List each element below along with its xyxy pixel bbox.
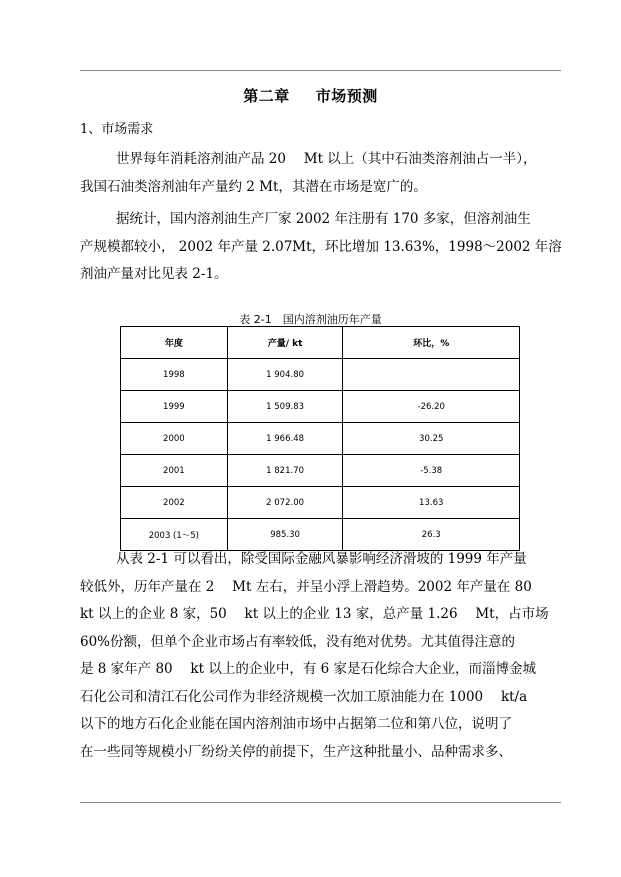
paragraph-line: 较低外，历年产量在 2 Mt 左右，并呈小浮上滑趋势。2002 年产量在 80 xyxy=(80,578,532,595)
cell-year: 2000 xyxy=(121,423,228,455)
paragraph-line: 60%份额，但单个企业市场占有率较低，没有绝对优势。尤其值得注意的 xyxy=(80,633,516,650)
cell-year: 2002 xyxy=(121,487,228,519)
table-header-row xyxy=(121,327,520,359)
cell-output: 1 966.48 xyxy=(227,423,343,455)
cell-output: 2 072.00 xyxy=(227,487,343,519)
header-change: 环比，% xyxy=(343,327,520,359)
paragraph-line: 产规模都较小， 2002 年产量 2.07Mt，环比增加 13.63%，1998～2002 年溶 xyxy=(80,238,562,255)
table-row xyxy=(121,487,520,519)
header-output: 产量/ kt xyxy=(227,327,343,359)
paragraph-line: 世界每年消耗溶剂油产品 20 Mt 以上（其中石油类溶剂油占一半）， xyxy=(116,151,537,167)
cell-change: 13.63 xyxy=(343,487,520,519)
paragraph-1 xyxy=(80,146,570,201)
table-caption: 表 2-1 国内溶剂油历年产量 xyxy=(239,313,382,326)
header-rule xyxy=(80,70,561,71)
cell-year: 1999 xyxy=(121,391,228,423)
paragraph-line: 我国石油类溶剂油年产量约 2 Mt，其潜在市场是宽广的。 xyxy=(80,178,427,195)
cell-output: 1 509.83 xyxy=(227,391,343,423)
paragraph-line: 以下的地方石化企业能在国内溶剂油市场中占据第二位和第八位，说明了 xyxy=(80,716,512,732)
paragraph-line: 石化公司和清江石化公司作为非经济规模一次加工原油能力在 1000 kt/a xyxy=(80,688,528,705)
paragraph-line: 从表 2-1 可以看出，除受国际金融风暴影响经济滑坡的 1999 年产量 xyxy=(116,551,527,567)
section-heading: 1、市场需求 xyxy=(80,122,154,137)
paragraph-line: 是 8 家年产 80 kt 以上的企业中，有 6 家是石化综合大企业，而淄博金城 xyxy=(80,661,536,677)
cell-change: 30.25 xyxy=(343,423,520,455)
cell-output: 1 821.70 xyxy=(227,455,343,487)
page-title xyxy=(0,85,621,106)
paragraph-2 xyxy=(80,206,570,289)
paragraph-3 xyxy=(80,546,570,766)
chapter-name: 市场预测 xyxy=(315,87,378,105)
footer-rule xyxy=(80,802,561,803)
cell-year: 1998 xyxy=(121,359,228,391)
cell-change xyxy=(343,359,520,391)
header-year: 年度 xyxy=(121,327,228,359)
chapter-number: 第二章 xyxy=(243,87,290,105)
cell-year: 2003 (1～5) xyxy=(121,519,228,551)
table-row xyxy=(121,391,520,423)
cell-change: 26.3 xyxy=(343,519,520,551)
cell-change: -5.38 xyxy=(343,455,520,487)
cell-output: 1 904.80 xyxy=(227,359,343,391)
paragraph-line: kt 以上的企业 8 家，50 kt 以上的企业 13 家，总产量 1.26 Mt，占市场 xyxy=(80,606,549,622)
cell-change: -26.20 xyxy=(343,391,520,423)
paragraph-line: 在一些同等规模小厂纷纷关停的前提下，生产这种批量小、品种需求多、 xyxy=(80,743,512,760)
table-row xyxy=(121,423,520,455)
table-row xyxy=(121,359,520,391)
production-table xyxy=(120,326,520,551)
paragraph-line: 据统计，国内溶剂油生产厂家 2002 年注册有 170 多家，但溶剂油生 xyxy=(116,211,531,227)
cell-year: 2001 xyxy=(121,455,228,487)
paragraph-line: 剂油产量对比见表 2-1。 xyxy=(80,266,228,282)
cell-output: 985.30 xyxy=(227,519,343,551)
table-row xyxy=(121,455,520,487)
